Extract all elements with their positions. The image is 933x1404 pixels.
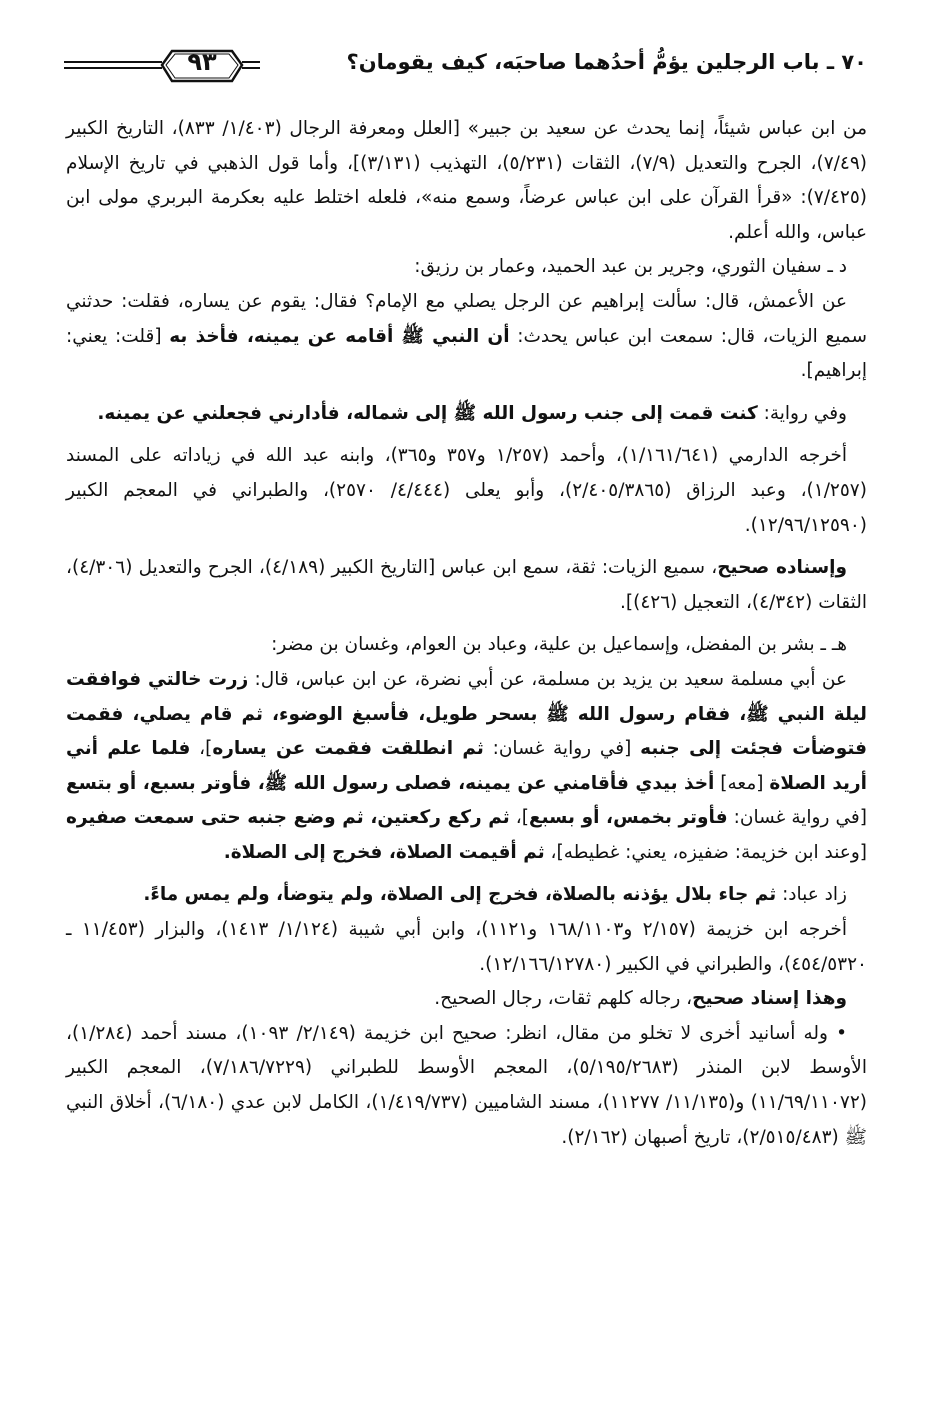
text-run: ، رجاله كلهم ثقات، رجال الصحيح. xyxy=(434,988,693,1010)
page-body xyxy=(66,112,867,1155)
page-header xyxy=(62,42,867,92)
text-run: زاد عباد: xyxy=(776,884,847,906)
text-run: • وله أسانيد أخرى لا تخلو من مقال، انظر: صحيح ابن خزيمة (٢/١٤٩/ ١٠٩٣)، مسند أحمد (١/٢٨٤)، الأوسط لابن المنذر (٥/١٩٥/٢٦٨٣)، المعجم الأوسط للطبراني (٧/١٨٦/٧٢٢٩)، المعجم الكبير (١١/٦٩/١١٠٧٢) و(١١/١٣٥/ ١١٢٧٧)، مسند الشاميين (١/٤١٩/٧٣٧)، الكامل لابن عدي (٦/١٨٠)، أخلاق النبي ﷺ (٢/٥١٥/٤٨٣)، تاريخ أصبهان (٢/١٦٢). xyxy=(66,1022,867,1148)
text-run: أخرجه الدارمي (١/١٦١/٦٤١)، وأحمد (١/٢٥٧ و٣٥٧ و٣٦٥)، وابنه عبد الله في زياداته على المسند (١/٢٥٧)، وعبد الرزاق (٢/٤٠٥/٣٨٦٥)، وأبو يعلى (٤/٤٤٤/ ٢٥٧٠)، والطبراني في المعجم الكبير (١٢/٩٦/١٢٥٩٠). xyxy=(66,445,867,536)
text-run: [وعند ابن خزيمة: ضفيزه، يعني: غطيطه]، xyxy=(544,841,867,863)
paragraph-1 xyxy=(66,112,867,250)
bold-run: أن النبي ﷺ أقامه عن يمينه، فأخذ به xyxy=(169,325,510,347)
bold-run: كنت قمت إلى جنب رسول الله ﷺ إلى شماله، فأدارني فجعلني عن يمينه. xyxy=(97,402,758,424)
bold-run: ثم جاء بلال يؤذنه بالصلاة، فخرج إلى الصلاة، ولم يتوضأ، ولم يمس ماءً. xyxy=(143,884,777,906)
page-number-ornament xyxy=(62,46,262,86)
text-run: من ابن عباس شيئاً، إنما يحدث عن سعيد بن جبير» [العلل ومعرفة الرجال (١/٤٠٣/ ٨٣٣)، التاريخ الكبير (٧/٤٩)، الجرح والتعديل (٧/٩)، الثقات (٥/٢٣١)، التهذيب (٣/١٣١)]، وأما قول الذهبي في تاريخ الإسلام (٧/٤٢٥): «قرأ القرآن على ابن عباس عرضاً، وسمع منه»، فلعله اختلط عليه بعكرمة البربري مولى ابن عباس، والله أعلم. xyxy=(66,118,867,243)
bold-run: وهذا إسناد صحيح xyxy=(692,988,847,1010)
bold-run: فلما علم أني أريد الصلاة xyxy=(66,738,867,794)
text-run: أخرجه ابن خزيمة (٢/١٥٧ و١٦٨/١١٠٣ و١١٢١)، وابن أبي شيبة (١/١٢٤/ ١٤١٣)، والبزار (١١/٤٥٣ ـ ٤٥٤/٥٣٢٠)، والطبراني في الكبير (١٢/١٦٦/١٢٧٨٠). xyxy=(66,919,867,975)
paragraph-3 xyxy=(66,285,867,389)
text-run: وفي رواية: xyxy=(757,402,847,424)
bold-run: ثم انطلقت فقمت عن يساره xyxy=(212,738,484,760)
paragraph-7 xyxy=(66,628,867,663)
bold-run: ثم ركع ركعتين، ثم وضع جنبه حتى سمعت صفيره xyxy=(66,807,510,829)
text-run: عن أبي مسلمة سعيد بن يزيد بن مسلمة، عن أبي نضرة، عن ابن عباس، قال: xyxy=(248,668,847,690)
paragraph-10 xyxy=(66,913,867,982)
chapter-title: ٧٠ ـ باب الرجلين يؤمُّ أحدُهما صاحبَه، كيف يقومان؟ xyxy=(346,50,867,74)
ornament-frame-icon xyxy=(62,46,262,86)
bold-run: أخذ بيدي فأقامني عن يمينه، فصلى رسول الله ﷺ، فأوتر بسبع، أو بتسع xyxy=(66,772,715,794)
text-run: عن الأعمش، قال: سألت إبراهيم عن الرجل يصلي مع الإمام؟ فقال: يقوم عن يساره، فقلت: حدثني سميع الزيات، قال: سمعت ابن عباس يحدث: xyxy=(66,290,867,347)
bold-run: ثم أقيمت الصلاة، فخرج إلى الصلاة. xyxy=(223,841,545,863)
text-run: [في رواية غسان: xyxy=(727,807,867,829)
text-run: [معه] xyxy=(714,772,770,794)
text-run: ، سميع الزيات: ثقة، سمع ابن عباس [التاريخ الكبير (٤/١٨٩)، الجرح والتعديل (٤/٣٠٦)، الثقات (٤/٣٤٢)، التعجيل (٤٢٦)]. xyxy=(66,557,867,613)
page-number: ٩٣ xyxy=(187,48,217,76)
bold-run: وإسناده صحيح xyxy=(717,557,847,579)
text-run: ]، xyxy=(509,807,529,829)
paragraph-12 xyxy=(66,1017,867,1155)
bold-run: زرت خالتي فوافقت ليلة النبي ﷺ، فقام رسول الله ﷺ بسحر طويل، فأسبغ الوضوء، ثم قام يصلي، فقمت فتوضأت فجئت إلى جنبه xyxy=(66,668,867,760)
paragraph-5 xyxy=(66,439,867,543)
paragraph-8 xyxy=(66,663,867,871)
paragraph-9 xyxy=(66,878,867,913)
paragraph-6 xyxy=(66,551,867,620)
bold-run: فأوتر بخمس، أو بسبع xyxy=(528,807,728,829)
paragraph-2 xyxy=(66,250,867,285)
text-run: هـ ـ بشر بن المفضل، وإسماعيل بن علية، وعباد بن العوام، وغسان بن مضر: xyxy=(271,634,847,656)
paragraph-11 xyxy=(66,982,867,1017)
text-run: [قلت: يعني: إبراهيم]. xyxy=(66,325,867,382)
text-run: ]، xyxy=(190,738,213,760)
text-run: [في رواية غسان: xyxy=(483,738,641,760)
text-run: د ـ سفيان الثوري، وجرير بن عبد الحميد، وعمار بن رزيق: xyxy=(414,256,847,278)
paragraph-4 xyxy=(66,397,867,432)
